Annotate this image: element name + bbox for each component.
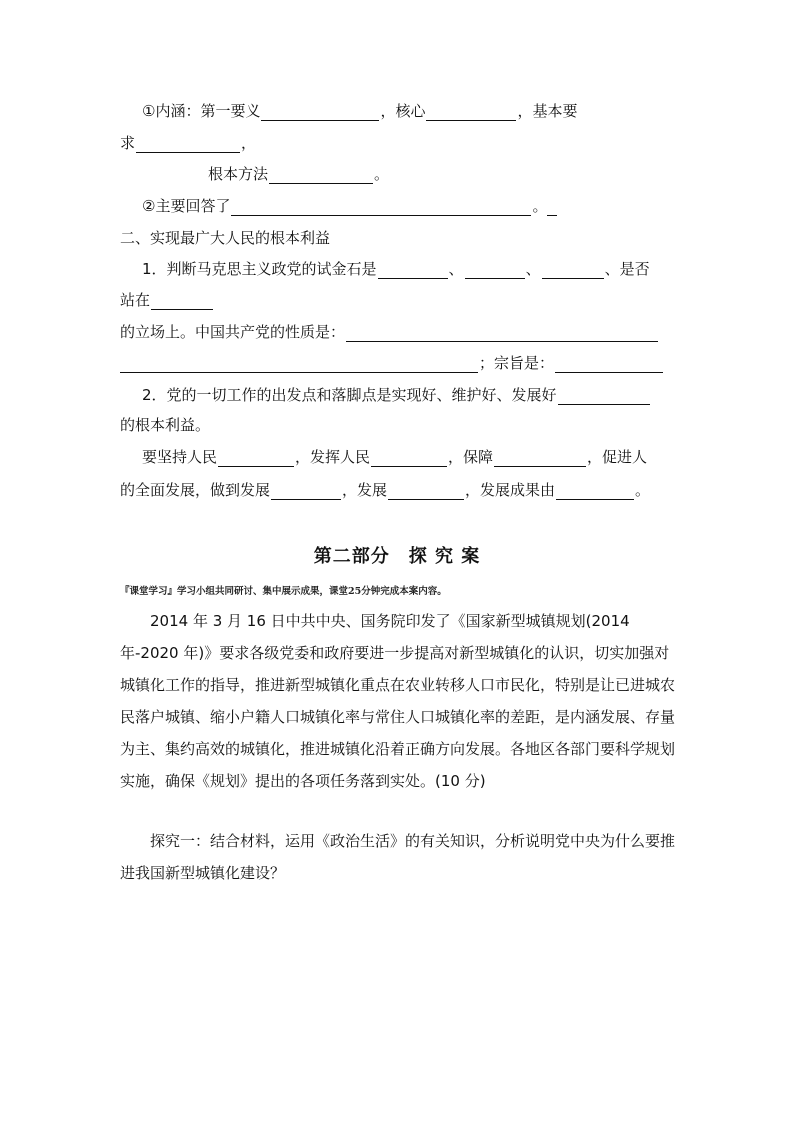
class-note: 『课堂学习』学习小组共同研讨、集中展示成果，课堂25分钟完成本案内容。 bbox=[120, 586, 447, 597]
text: 根本方法 bbox=[208, 165, 269, 183]
fill-blank[interactable] bbox=[218, 451, 294, 467]
text: 。 bbox=[532, 197, 548, 215]
fill-blank[interactable] bbox=[558, 389, 650, 405]
section-heading: 二、实现最广大人民的根本利益 bbox=[120, 229, 331, 247]
text: 求 bbox=[120, 134, 136, 152]
fill-blank[interactable] bbox=[271, 484, 341, 500]
text: 、 bbox=[525, 260, 541, 278]
text: 、是否 bbox=[604, 260, 650, 278]
fill-blank[interactable] bbox=[151, 294, 213, 310]
fill-blank[interactable] bbox=[388, 484, 464, 500]
text: ，保障 bbox=[448, 448, 494, 466]
line-requirement bbox=[120, 133, 676, 153]
fill-blank[interactable] bbox=[465, 263, 525, 279]
fill-blank[interactable] bbox=[120, 357, 478, 373]
fill-blank bbox=[547, 200, 557, 216]
line-method bbox=[120, 164, 676, 184]
text: 1．判断马克思主义政党的试金石是 bbox=[142, 260, 377, 278]
text: ②主要回答了 bbox=[142, 197, 231, 215]
text: ①内涵：第一要义 bbox=[142, 102, 261, 120]
fill-blank[interactable] bbox=[494, 451, 586, 467]
fill-blank[interactable] bbox=[555, 357, 663, 373]
line-purpose bbox=[120, 353, 676, 373]
text: ，核心 bbox=[380, 102, 426, 120]
line-starting-point bbox=[120, 385, 676, 405]
fill-blank[interactable] bbox=[426, 105, 516, 121]
text: 。 bbox=[374, 165, 390, 183]
text: 的根本利益。 bbox=[120, 416, 211, 434]
text: 。 bbox=[635, 481, 651, 499]
fill-blank[interactable] bbox=[269, 168, 373, 184]
text: ， bbox=[241, 134, 257, 152]
text: 的全面发展，做到发展 bbox=[120, 481, 271, 499]
heading-2 bbox=[120, 228, 676, 248]
fill-blank[interactable] bbox=[378, 263, 448, 279]
text: 2．党的一切工作的出发点和落脚点是实现好、维护好、发展好 bbox=[142, 386, 557, 404]
text: 、 bbox=[448, 260, 464, 278]
line-interests bbox=[120, 415, 676, 435]
fill-blank[interactable] bbox=[371, 451, 447, 467]
line-development bbox=[120, 480, 676, 500]
text: ，发挥人民 bbox=[295, 448, 371, 466]
line-stand bbox=[120, 290, 676, 310]
text: 的立场上。中国共产党的性质是： bbox=[120, 323, 346, 341]
fill-blank[interactable] bbox=[261, 105, 379, 121]
text: ；宗旨是： bbox=[479, 354, 555, 372]
line-main-answer bbox=[120, 196, 676, 216]
text: ，促进人 bbox=[587, 448, 648, 466]
text: ，发展成果由 bbox=[465, 481, 556, 499]
text: 要坚持人民 bbox=[142, 448, 218, 466]
fill-blank[interactable] bbox=[231, 200, 531, 216]
line-nature bbox=[120, 322, 676, 342]
part2-title: 第二部分 探 究 案 bbox=[313, 546, 481, 567]
inquiry-question: 探究一：结合材料，运用《政治生活》的有关知识，分析说明党中央为什么要推进我国新型城镇化建设？ bbox=[120, 832, 676, 882]
line-people bbox=[120, 447, 676, 467]
material-paragraph: 2014 年 3 月 16 日中共中央、国务院印发了《国家新型城镇规划(2014 年-2020 年)》要求各级党委和政府要进一步提高对新型城镇化的认识，切实加强对城镇化工作的指导，推进新型城镇化重点在农业转移人口市民化，特别是让已进城农民落户城镇、缩小户籍人口城镇化率与常住人口城镇化率的差距，是内涵发展、存量为主、集约高效的城镇化，推进城镇化沿着正确方向发展。各地区各部门要科学规划实施，确保《规划》提出的各项任务落到实处。(10 分) bbox=[120, 612, 676, 790]
text: ，发展 bbox=[342, 481, 388, 499]
fill-blank[interactable] bbox=[136, 137, 240, 153]
line-touchstone bbox=[120, 259, 676, 279]
fill-blank[interactable] bbox=[346, 326, 658, 342]
line-connotation bbox=[120, 101, 676, 121]
text: ，基本要 bbox=[517, 102, 578, 120]
fill-blank[interactable] bbox=[556, 484, 634, 500]
fill-blank[interactable] bbox=[542, 263, 604, 279]
text: 站在 bbox=[120, 291, 151, 309]
